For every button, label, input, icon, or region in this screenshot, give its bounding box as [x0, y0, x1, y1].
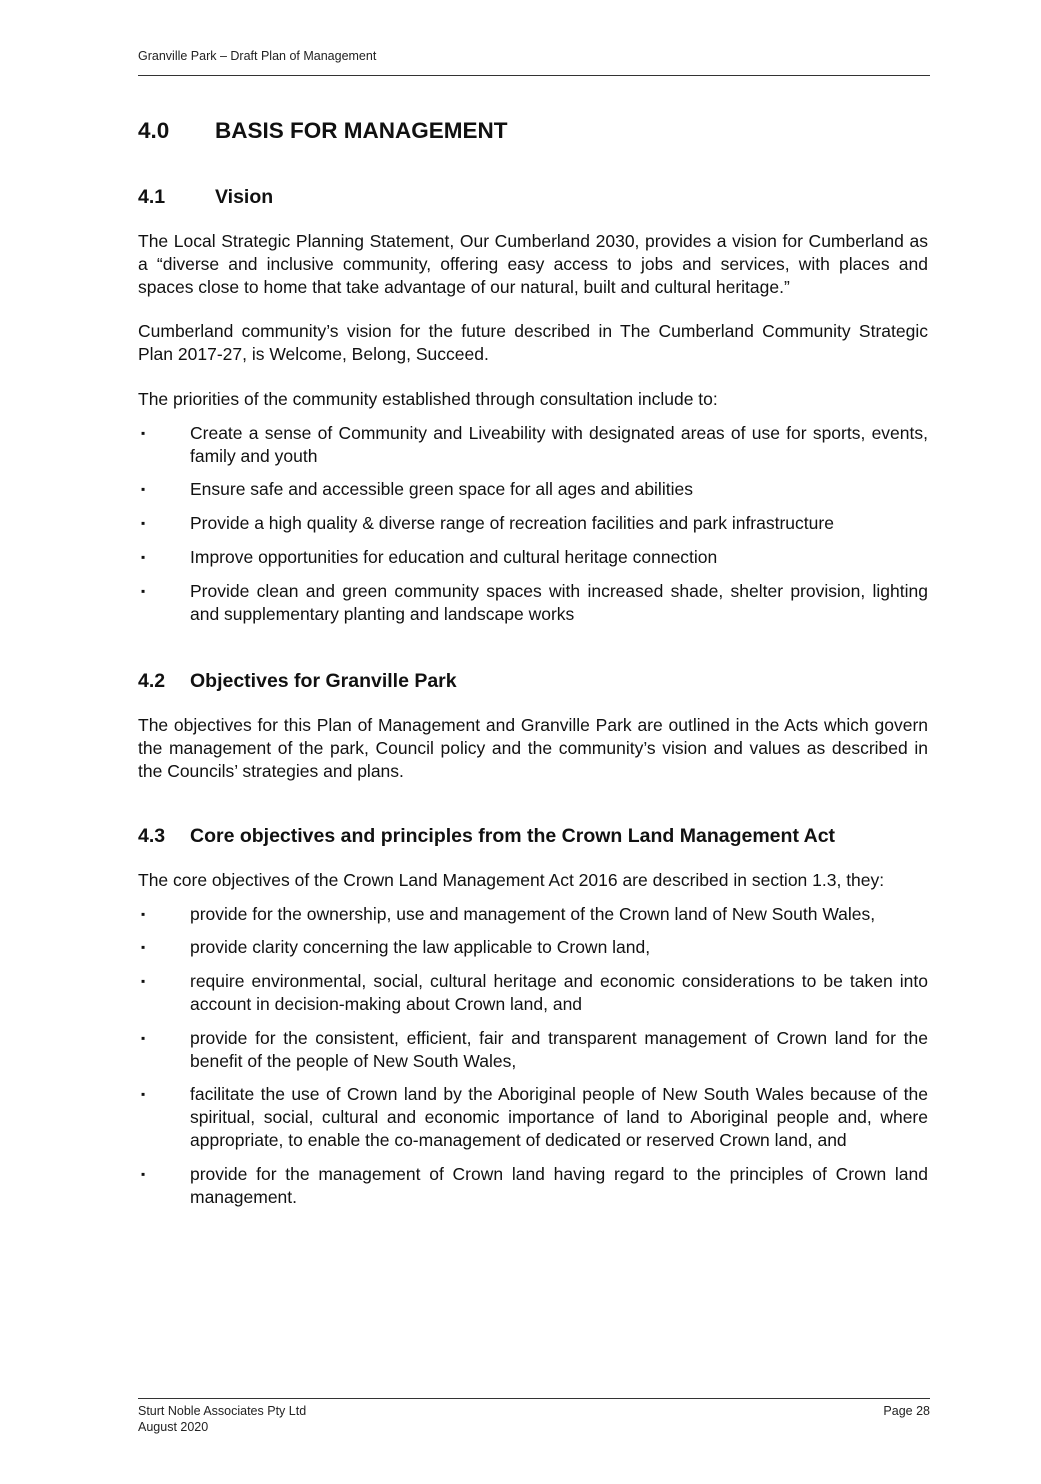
vision-paragraph-1: The Local Strategic Planning Statement, Our Cumberland 2030, provides a vision for Cumberland as a “diverse and inclusive community, offering easy access to jobs and services, with places and spaces close to home that take advantage of our natural, built and cultural heritage.”: [138, 231, 928, 297]
section-title: BASIS FOR MANAGEMENT: [215, 118, 508, 143]
list-item: ▪ provide for the management of Crown land having regard to the principles of Crown land management.: [141, 1163, 928, 1207]
list-item: ▪ provide for the consistent, efficient, fair and transparent management of Crown land for the benefit of the people of New South Wales,: [141, 1027, 928, 1071]
section-4-2-heading: [138, 667, 928, 695]
list-item: ▪ provide for the ownership, use and management of the Crown land of New South Wales,: [141, 903, 876, 924]
bullet-icon: ▪: [141, 425, 146, 440]
list-item: ▪ Provide clean and green community spaces with increased shade, shelter provision, lighting and supplementary planting and landscape works: [141, 580, 928, 624]
objectives-paragraph: The objectives for this Plan of Management and Granville Park are outlined in the Acts which govern the management of the park, Council policy and the community’s vision and values as described in the Councils’ strategies and plans.: [138, 715, 928, 781]
bullet-icon: ▪: [141, 974, 146, 989]
footer-company: Sturt Noble Associates Pty Ltd: [138, 1404, 307, 1418]
section-title: Objectives for Granville Park: [190, 670, 457, 693]
document-page: [138, 0, 930, 1484]
bullet-icon: ▪: [141, 583, 146, 598]
page-header-title: Granville Park – Draft Plan of Management: [138, 49, 377, 63]
bullet-icon: ▪: [141, 482, 146, 497]
list-item: ▪ Create a sense of Community and Liveability with designated areas of use for sports, events, family and youth: [141, 422, 928, 466]
section-number: 4.3: [138, 824, 166, 847]
section-4-heading: [138, 114, 928, 148]
list-item: ▪ facilitate the use of Crown land by the Aboriginal people of New South Wales because of the spiritual, social, cultural and economic importance of land to Aboriginal people and, where appropriate, to enable the co-management of dedicated or reserved Crown land, and: [141, 1084, 928, 1150]
priorities-list: [138, 422, 928, 626]
section-4-3-heading: [138, 822, 928, 850]
vision-paragraph-2: Cumberland community’s vision for the future described in The Cumberland Community Strategic Plan 2017-27, is Welcome, Belong, Succeed.: [138, 321, 928, 365]
bullet-icon: ▪: [141, 940, 146, 955]
section-4-1-heading: [138, 183, 928, 211]
header-divider: [138, 75, 930, 76]
core-objectives-paragraph: The core objectives of the Crown Land Management Act 2016 are described in section 1.3, they:: [138, 869, 885, 890]
section-number: 4.0: [138, 118, 170, 143]
core-objectives-list: [138, 903, 928, 1209]
bullet-icon: ▪: [141, 906, 146, 921]
footer-left: [138, 1403, 306, 1435]
section-title: Vision: [215, 186, 274, 208]
bullet-icon: ▪: [141, 1087, 146, 1102]
list-item: ▪ Ensure safe and accessible green space for all ages and abilities: [141, 479, 693, 500]
section-title: Core objectives and principles from the Crown Land Management Act: [190, 824, 836, 847]
page-content: [138, 114, 928, 1219]
vision-paragraph-3: The priorities of the community established through consultation include to:: [138, 388, 718, 409]
list-item: ▪ Provide a high quality & diverse range of recreation facilities and park infrastructure: [141, 513, 834, 534]
footer-date: August 2020: [138, 1420, 209, 1434]
bullet-icon: ▪: [141, 549, 146, 564]
section-number: 4.2: [138, 670, 166, 693]
list-item: ▪ require environmental, social, cultural heritage and economic considerations to be taken into account in decision-making about Crown land, and: [141, 971, 928, 1014]
page-number: Page 28: [883, 1404, 930, 1418]
section-number: 4.1: [138, 186, 166, 208]
bullet-icon: ▪: [141, 1166, 146, 1181]
bullet-icon: ▪: [141, 516, 146, 531]
list-item: ▪ Improve opportunities for education and cultural heritage connection: [141, 546, 718, 567]
list-item: ▪ provide clarity concerning the law applicable to Crown land,: [141, 937, 651, 958]
bullet-icon: ▪: [141, 1030, 146, 1045]
footer-divider: [138, 1398, 930, 1399]
